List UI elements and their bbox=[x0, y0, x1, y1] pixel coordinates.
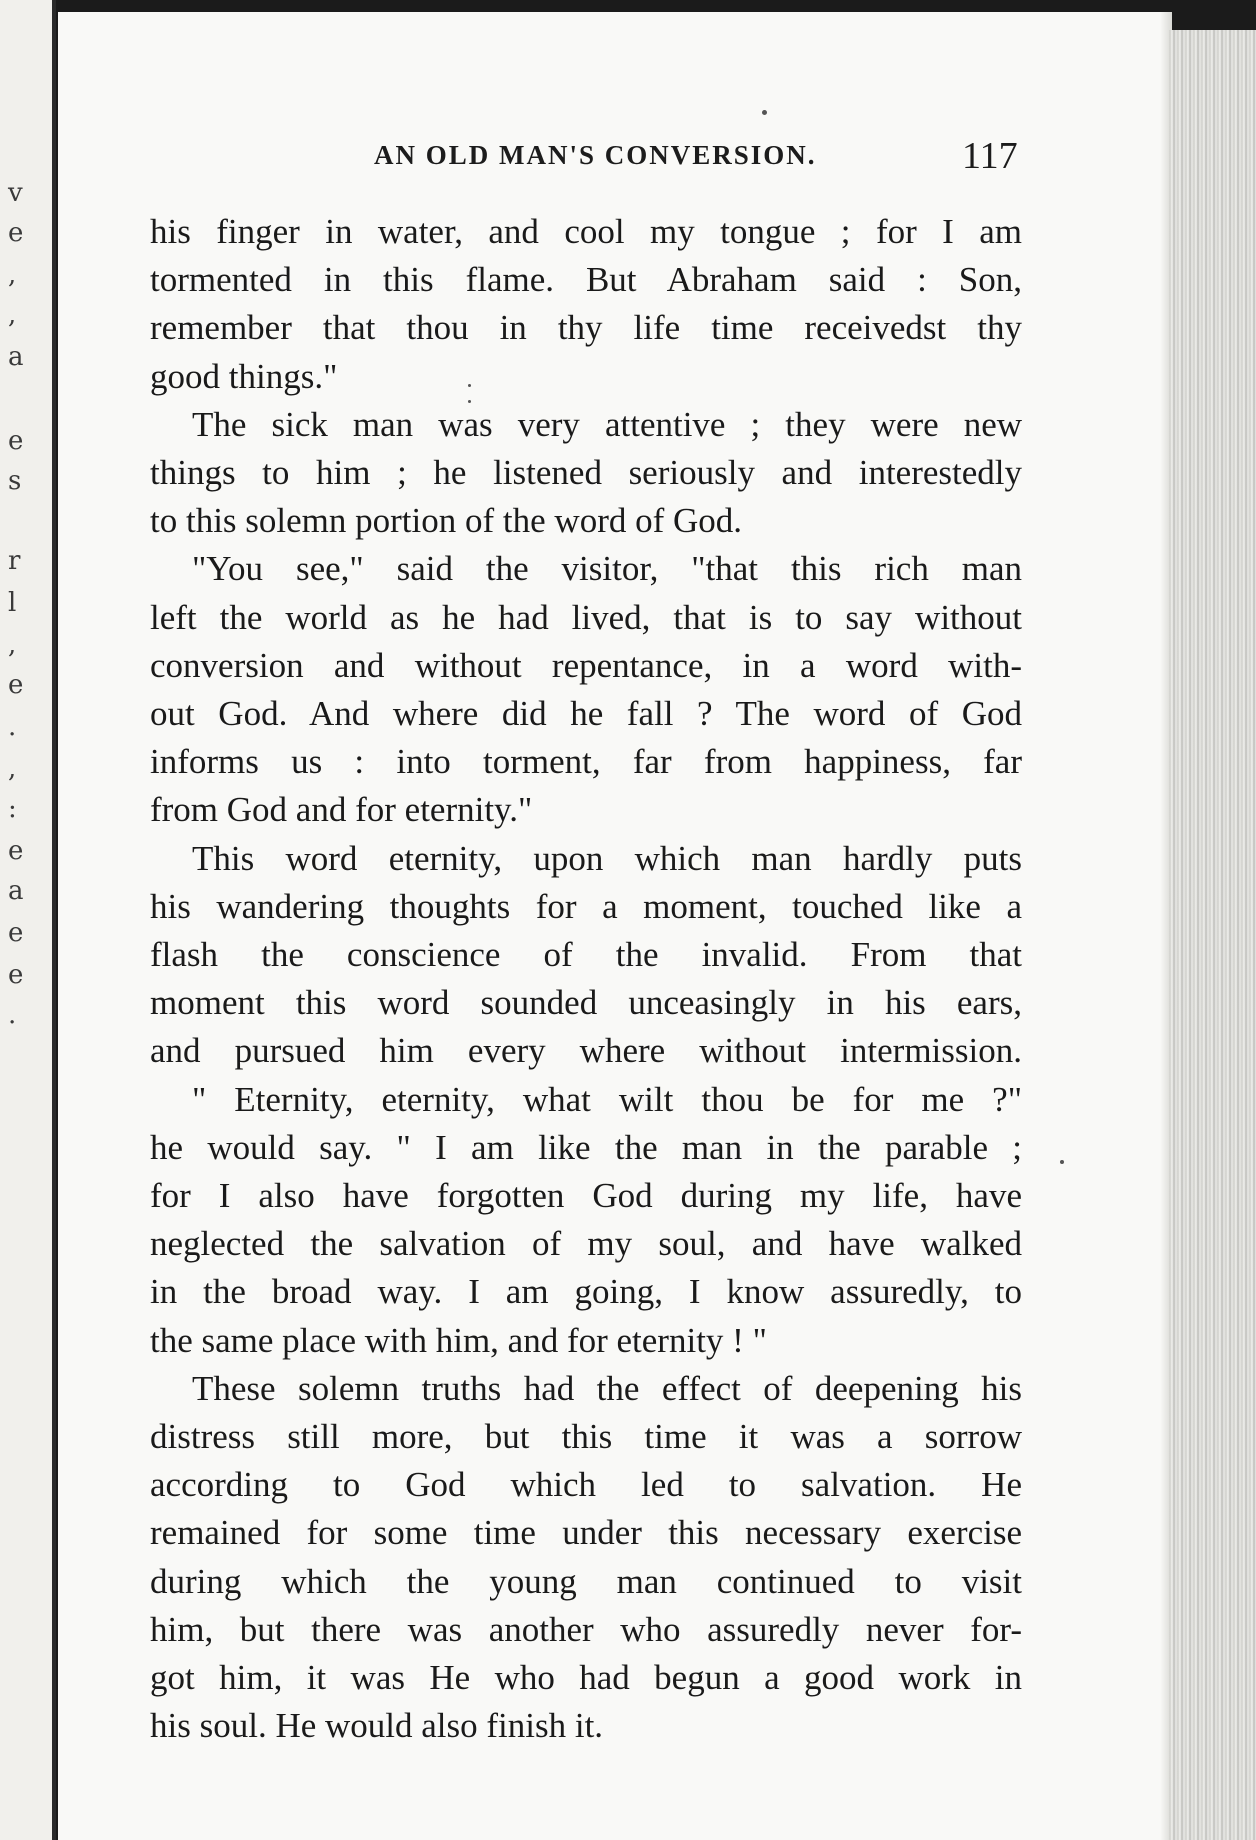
facing-page-fragment: . bbox=[8, 712, 17, 742]
facing-page-fragment: e bbox=[8, 426, 24, 456]
text-line: This word eternity, upon which man hardly puts bbox=[192, 838, 1022, 878]
facing-page-fragment: , bbox=[8, 754, 17, 784]
text-line: remained for some time under this necessary exercise bbox=[150, 1513, 1022, 1553]
text-line: The sick man was very attentive ; they were new bbox=[192, 404, 1022, 444]
facing-page-fragment: , bbox=[8, 260, 17, 290]
facing-page-fragment: e bbox=[8, 918, 24, 948]
facing-page-fragment: e bbox=[8, 670, 24, 700]
text-line: good things." bbox=[150, 356, 338, 396]
text-line: his finger in water, and cool my tongue ; for I am bbox=[150, 212, 1022, 251]
text-line: left the world as he had lived, that is to say without bbox=[150, 597, 1022, 637]
text-line: out God. And where did he fall ? The word of God bbox=[150, 694, 1022, 734]
text-line: to this solemn portion of the word of God. bbox=[150, 501, 743, 541]
facing-page-fragment: , bbox=[8, 300, 17, 330]
facing-page-fragment: . bbox=[8, 1000, 17, 1030]
facing-page-fragment: , bbox=[8, 630, 17, 660]
text-line: according to God which led to salvation. He bbox=[150, 1465, 1022, 1505]
facing-page-fragment: r bbox=[8, 546, 21, 576]
book-page-stack-edge bbox=[1168, 30, 1256, 1840]
text-line: informs us : into torment, far from happiness, far bbox=[150, 742, 1022, 782]
text-line: moment this word sounded unceasingly in his ears, bbox=[150, 983, 1022, 1023]
text-line: tormented in this flame. But Abraham said : Son, bbox=[150, 260, 1022, 300]
scan-speck bbox=[468, 400, 471, 403]
book-page bbox=[58, 12, 1168, 1840]
scan-speck bbox=[468, 384, 471, 387]
page-body-text bbox=[150, 208, 1022, 1751]
facing-page-fragment: s bbox=[8, 466, 22, 496]
facing-page-fragment: : bbox=[8, 794, 17, 824]
facing-page-fragment: a bbox=[8, 342, 24, 372]
running-title: AN OLD MAN'S CONVERSION. bbox=[374, 140, 817, 170]
text-line: conversion and without repentance, in a word with- bbox=[150, 645, 1022, 685]
text-line: things to him ; he listened seriously and interestedly bbox=[150, 453, 1022, 493]
text-line: and pursued him every where without intermission. bbox=[150, 1031, 1022, 1071]
facing-page-edge bbox=[0, 0, 56, 1840]
facing-page-fragment: a bbox=[8, 876, 24, 906]
page-number: 117 bbox=[962, 135, 1018, 177]
text-line: from God and for eternity." bbox=[150, 790, 533, 830]
scan-speck bbox=[762, 110, 767, 115]
text-line: in the broad way. I am going, I know assuredly, to bbox=[150, 1272, 1022, 1312]
facing-page-fragment: l bbox=[8, 588, 17, 618]
facing-page-fragment: e bbox=[8, 960, 24, 990]
text-line: remember that thou in thy life time receivedst thy bbox=[150, 308, 1022, 348]
text-line: distress still more, but this time it was a sorrow bbox=[150, 1417, 1022, 1457]
text-line: " Eternity, eternity, what wilt thou be for me ?" bbox=[192, 1079, 1022, 1119]
scan-speck bbox=[1060, 1160, 1064, 1164]
text-line: the same place with him, and for eternity ! " bbox=[150, 1320, 767, 1360]
text-line: neglected the salvation of my soul, and have walked bbox=[150, 1224, 1022, 1264]
facing-page-fragment: v bbox=[8, 178, 23, 208]
text-line: flash the conscience of the invalid. From that bbox=[150, 935, 1022, 975]
text-line: for I also have forgotten God during my life, have bbox=[150, 1176, 1022, 1216]
text-line: These solemn truths had the effect of deepening his bbox=[192, 1368, 1022, 1408]
facing-page-fragment: e bbox=[8, 218, 24, 248]
text-line: his soul. He would also finish it. bbox=[150, 1706, 604, 1746]
text-line: got him, it was He who had begun a good work in bbox=[150, 1658, 1022, 1698]
text-line: him, but there was another who assuredly never for- bbox=[150, 1609, 1022, 1649]
text-line: he would say. " I am like the man in the parable ; bbox=[150, 1127, 1022, 1167]
text-line: "You see," said the visitor, "that this rich man bbox=[192, 549, 1022, 589]
text-line: his wandering thoughts for a moment, touched like a bbox=[150, 886, 1022, 926]
facing-page-fragment: e bbox=[8, 836, 24, 866]
text-line: during which the young man continued to visit bbox=[150, 1561, 1022, 1601]
